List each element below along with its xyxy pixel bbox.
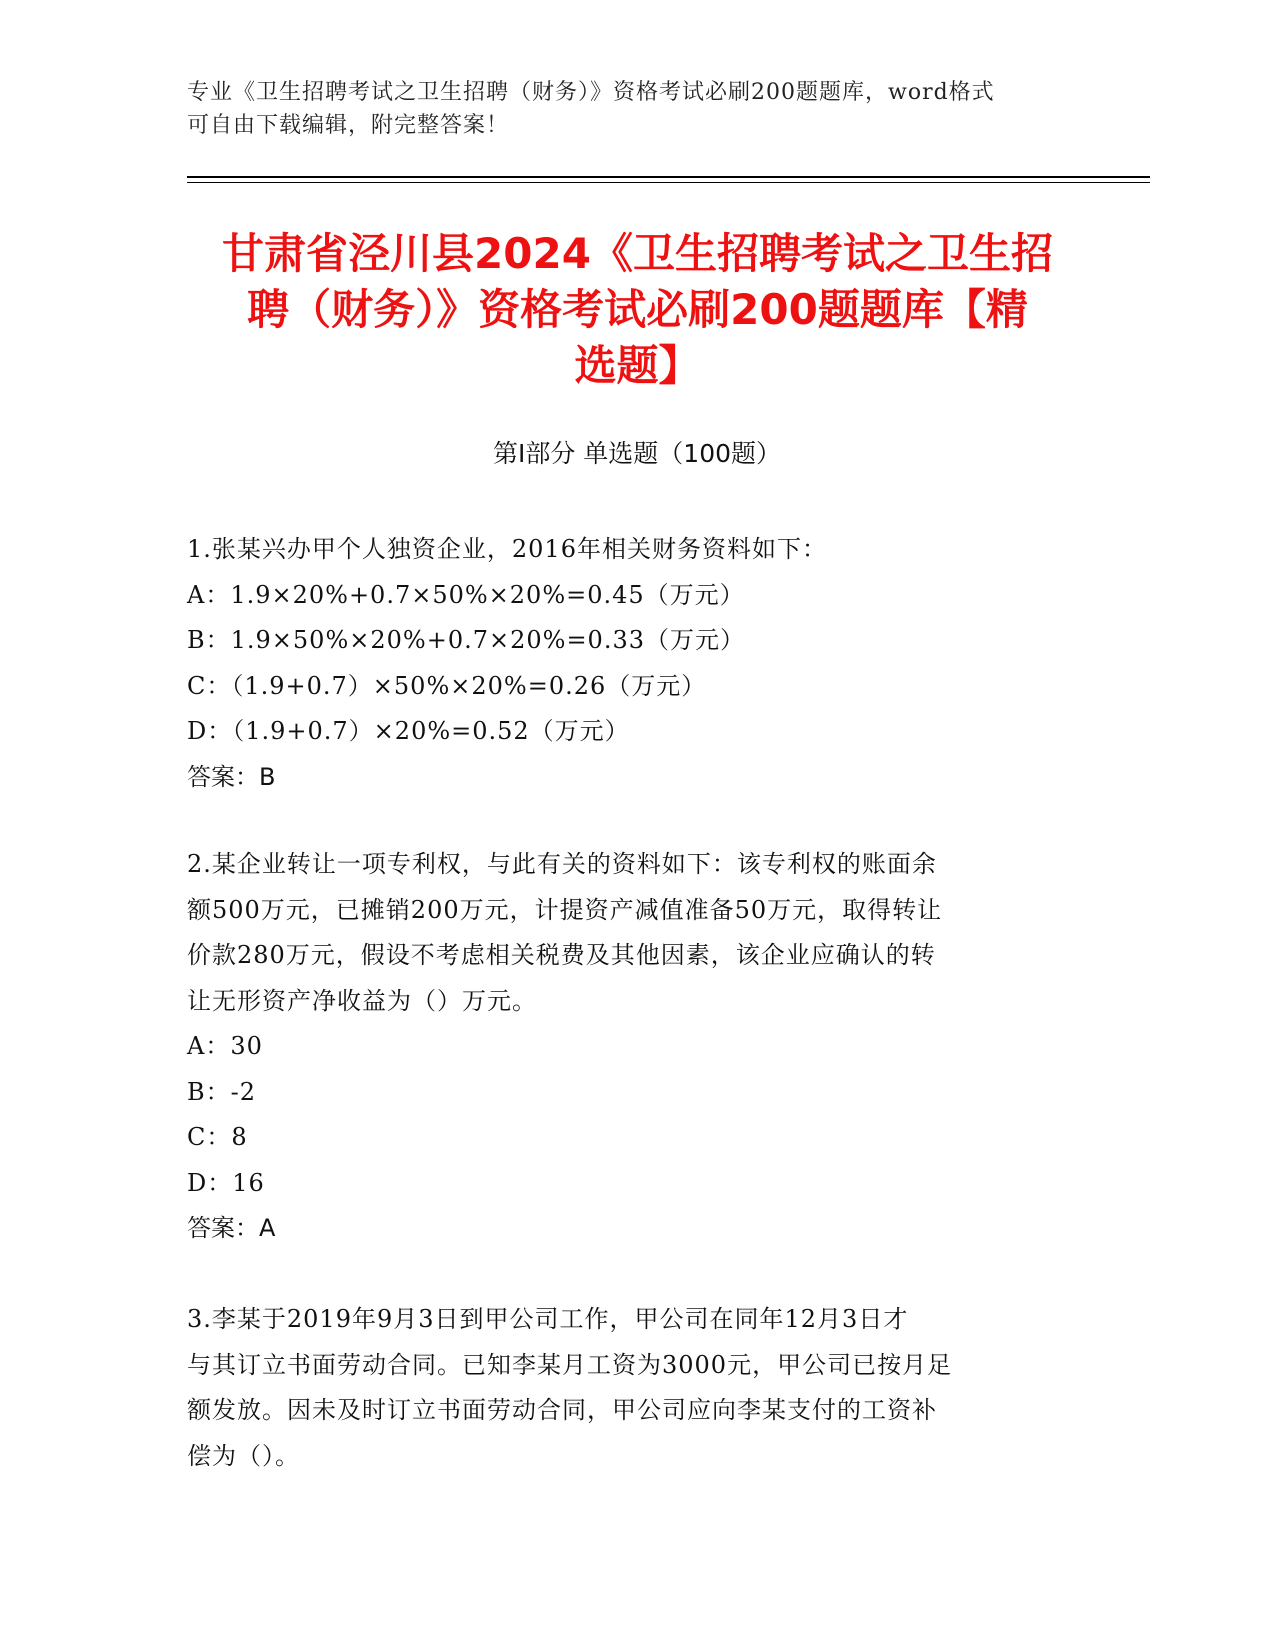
option-c: C：8 <box>187 1123 248 1151</box>
document-title <box>180 226 1095 394</box>
header-divider-thick <box>187 176 1150 178</box>
header-note-line: 可自由下载编辑，附完整答案！ <box>187 113 510 138</box>
question-text-line: 额500万元，已摊销200万元，计提资产减值准备50万元，取得转让 <box>187 895 943 924</box>
section-heading: 第Ⅰ部分 单选题（100题） <box>492 439 782 468</box>
title-line: 甘肃省泾川县2024《卫生招聘考试之卫生招 <box>222 229 1053 278</box>
title-line: 选题】 <box>574 341 701 390</box>
question-block <box>187 527 1067 800</box>
question-text-line: 让无形资产净收益为（）万元。 <box>187 986 537 1015</box>
option-a: A：30 <box>187 1032 263 1060</box>
question-text-line: 3.李某于2019年9月3日到甲公司工作，甲公司在同年12月3日才 <box>187 1305 909 1333</box>
answer-line: 答案：A <box>187 1214 276 1242</box>
question-text-line: 与其订立书面劳动合同。已知李某月工资为3000元，甲公司已按月足 <box>187 1350 953 1379</box>
question-text-line: 价款280万元，假设不考虑相关税费及其他因素，该企业应确认的转 <box>187 941 936 969</box>
question-block <box>187 1297 1067 1479</box>
question-text-line: 额发放。因未及时订立书面劳动合同，甲公司应向李某支付的工资补 <box>187 1396 937 1424</box>
option-b: B：1.9×50%×20%+0.7×20%=0.33（万元） <box>187 626 745 654</box>
question-block <box>187 842 1067 1252</box>
option-d: D：16 <box>187 1168 265 1197</box>
option-b: B：-2 <box>187 1077 257 1106</box>
option-c: C：（1.9+0.7）×50%×20%=0.26（万元） <box>187 671 707 700</box>
header-note-line: 专业《卫生招聘考试之卫生招聘（财务）》资格考试必刷200题题库，word格式 <box>187 80 995 105</box>
title-line: 聘（财务）》资格考试必刷200题题库【精 <box>247 285 1028 334</box>
question-text-line: 1.张某兴办甲个人独资企业，2016年相关财务资料如下： <box>187 535 827 563</box>
option-a: A：1.9×20%+0.7×50%×20%=0.45（万元） <box>187 580 745 609</box>
header-divider-thin <box>187 182 1150 183</box>
option-d: D：（1.9+0.7）×20%=0.52（万元） <box>187 717 630 745</box>
question-text-line: 2.某企业转让一项专利权，与此有关的资料如下：该专利权的账面余 <box>187 850 937 878</box>
header-note <box>187 76 1067 142</box>
answer-line: 答案：B <box>187 762 276 791</box>
question-text-line: 偿为（）。 <box>187 1441 300 1470</box>
